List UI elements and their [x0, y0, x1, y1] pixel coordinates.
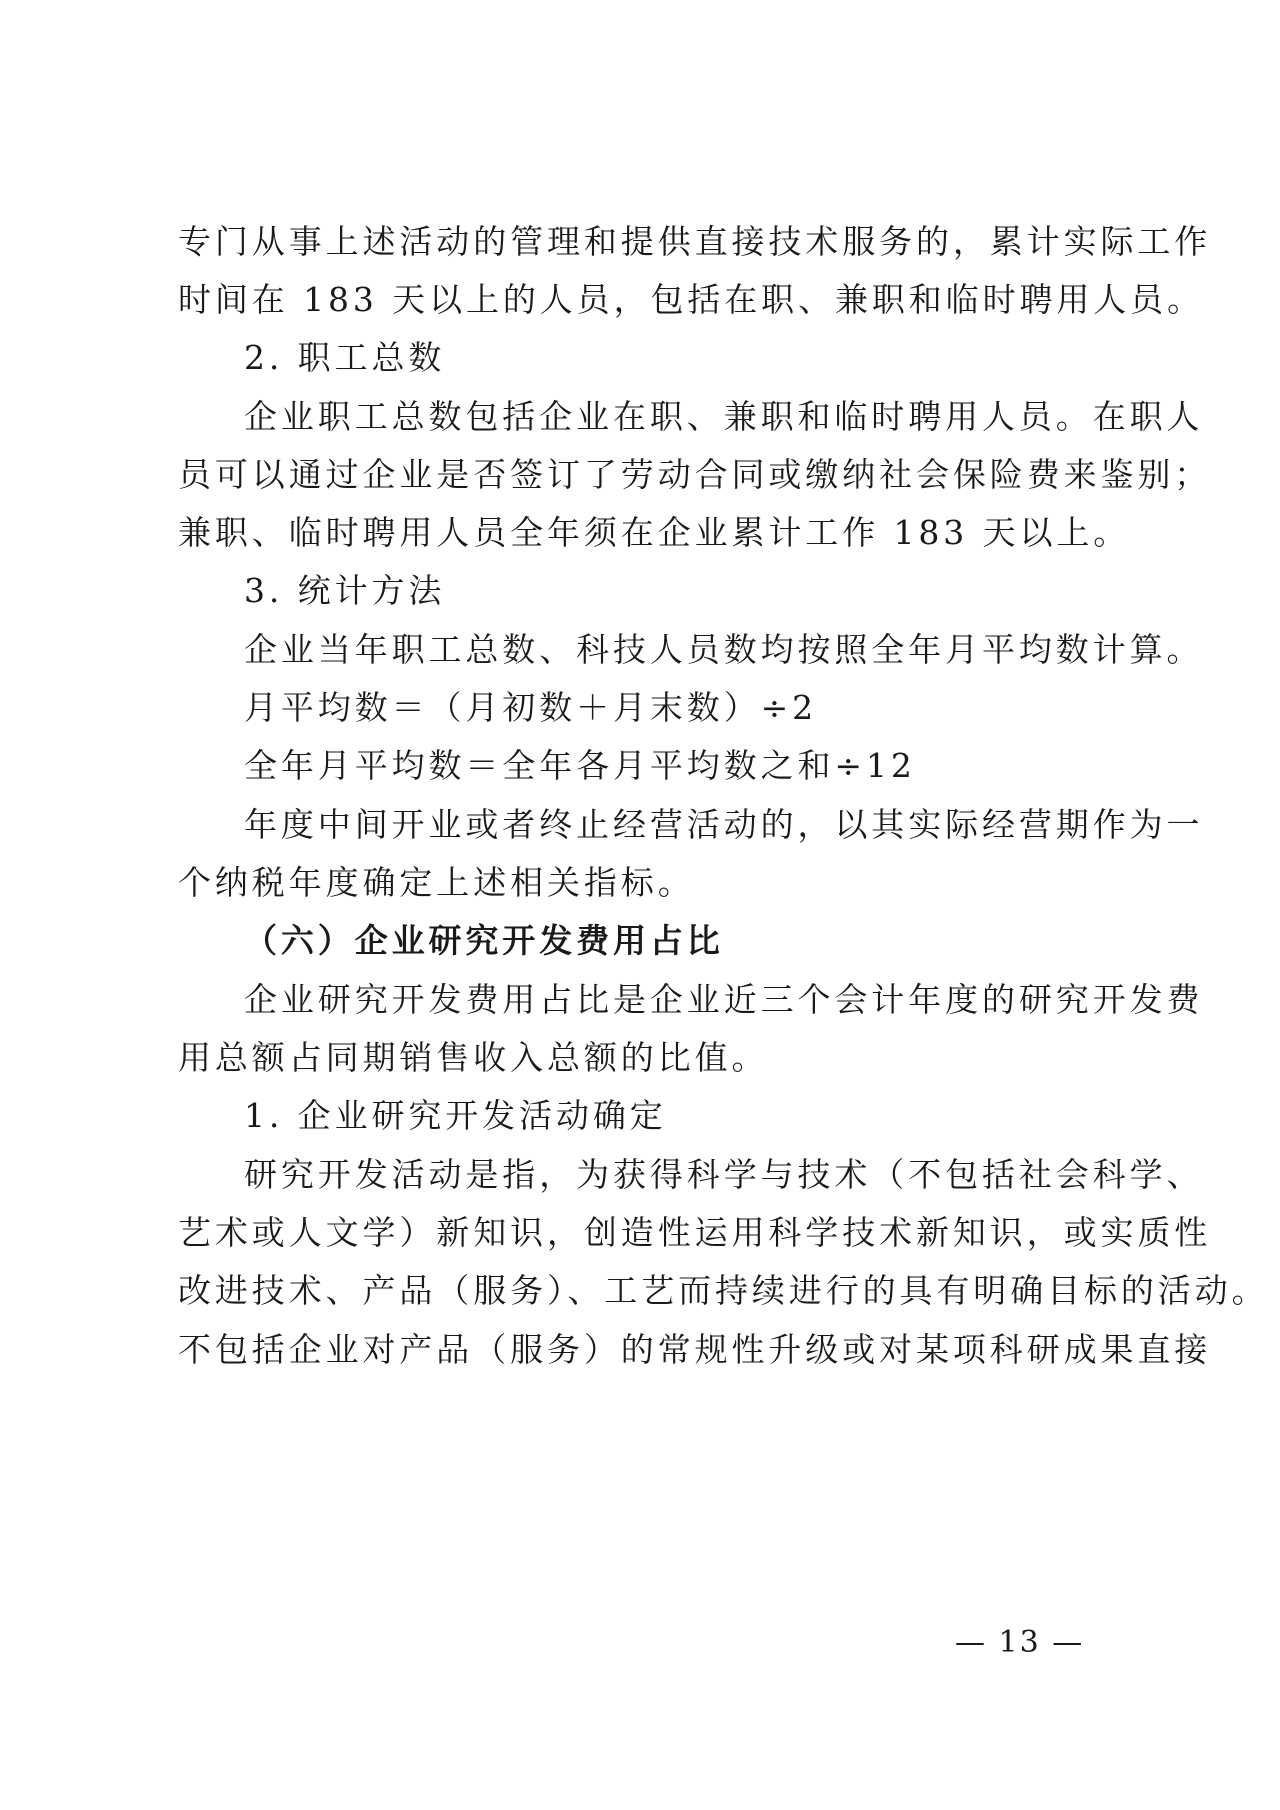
paragraph-line: 不包括企业对产品（服务）的常规性升级或对某项科研成果直接: [178, 1330, 1212, 1369]
page-number: — 13 —: [955, 1625, 1085, 1660]
paragraph-line: 企业研究开发费用占比是企业近三个会计年度的研究开发费: [244, 980, 1204, 1019]
paragraph-line: 员可以通过企业是否签订了劳动合同或缴纳社会保险费来鉴别；: [178, 455, 1212, 494]
section-heading: 2. 职工总数: [244, 338, 446, 377]
formula-line: 月平均数＝（月初数＋月末数）÷2: [244, 688, 818, 727]
section-heading: （六）企业研究开发费用占比: [244, 921, 724, 960]
paragraph-line: 用总额占同期销售收入总额的比值。: [178, 1038, 769, 1077]
paragraph-line: 专门从事上述活动的管理和提供直接技术服务的，累计实际工作: [178, 222, 1212, 261]
paragraph-line: 兼职、临时聘用人员全年须在企业累计工作 183 天以上。: [178, 513, 1131, 552]
paragraph-line: 研究开发活动是指，为获得科学与技术（不包括社会科学、: [244, 1155, 1204, 1194]
section-heading: 1. 企业研究开发活动确定: [244, 1096, 667, 1135]
paragraph-line: 艺术或人文学）新知识，创造性运用科学技术新知识，或实质性: [178, 1213, 1212, 1252]
paragraph-line: 个纳税年度确定上述相关指标。: [178, 863, 695, 902]
section-heading: 3. 统计方法: [244, 571, 446, 610]
paragraph-line: 年度中间开业或者终止经营活动的，以其实际经营期作为一: [244, 805, 1204, 844]
paragraph-line: 改进技术、产品（服务）、工艺而持续进行的具有明确目标的活动。: [178, 1271, 1269, 1310]
paragraph-line: 时间在 183 天以上的人员，包括在职、兼职和临时聘用人员。: [178, 280, 1204, 319]
formula-line: 全年月平均数＝全年各月平均数之和÷12: [244, 746, 916, 785]
paragraph-line: 企业职工总数包括企业在职、兼职和临时聘用人员。在职人: [244, 397, 1204, 436]
paragraph-line: 企业当年职工总数、科技人员数均按照全年月平均数计算。: [244, 630, 1204, 669]
